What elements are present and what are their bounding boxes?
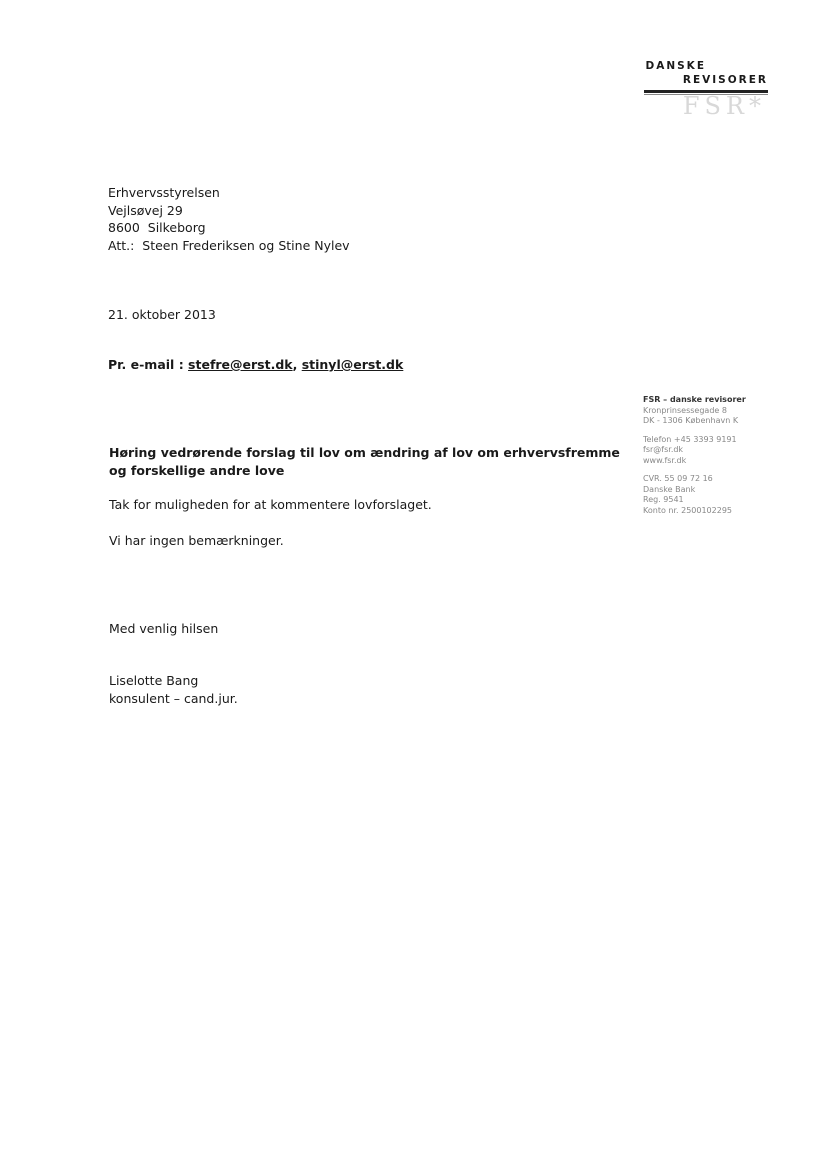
sidebar-web: www.fsr.dk	[643, 455, 687, 465]
logo-fsr-mark: FSR*	[682, 92, 766, 120]
email-line	[108, 356, 403, 374]
recipient-address	[108, 184, 350, 254]
email-link-stinyl[interactable]: stinyl@erst.dk	[301, 357, 404, 372]
closing-salutation: Med venlig hilsen	[109, 621, 219, 636]
sidebar-bank: Danske Bank	[643, 484, 696, 494]
recipient-line-1: Erhvervsstyrelsen	[108, 185, 220, 200]
email-prefix: Pr. e-mail :	[108, 357, 189, 372]
email-link-stefre[interactable]: stefre@erst.dk	[188, 357, 293, 372]
sidebar-cvr: CVR. 55 09 72 16	[643, 474, 713, 483]
fsr-logo	[636, 58, 776, 124]
sidebar-address-2: DK - 1306 København K	[643, 416, 739, 425]
body-paragraph-1: Tak for muligheden for at kommentere lovforslaget.	[109, 497, 432, 512]
recipient-line-2: Vejlsøvej 29	[108, 202, 183, 218]
sidebar-konto: Konto nr. 2500102295	[643, 505, 732, 515]
sidebar-address-1: Kronprinsessegade 8	[643, 405, 727, 415]
sidebar-email: fsr@fsr.dk	[643, 445, 684, 454]
signature-title: konsulent – cand.jur.	[109, 690, 238, 706]
subject-line-1: Høring vedrørende forslag til lov om ændring af lov om erhvervsfremme	[109, 445, 620, 460]
sidebar-reg: Reg. 9541	[643, 495, 684, 504]
signature-name: Liselotte Bang	[109, 673, 199, 688]
sidebar-phone: Telefon +45 3393 9191	[643, 434, 737, 444]
recipient-line-3: 8600 Silkeborg	[108, 220, 206, 235]
sidebar-org: FSR – danske revisorer	[643, 395, 746, 404]
recipient-line-4: Att.: Steen Frederiksen og Stine Nylev	[108, 237, 350, 253]
letter-date: 21. oktober 2013	[108, 307, 216, 322]
logo-text-revisorer: REVISORER	[682, 74, 768, 86]
sender-info-sidebar	[643, 395, 773, 516]
email-separator: ,	[292, 357, 302, 372]
logo-text-danske: DANSKE	[645, 60, 706, 72]
subject-line-2: og forskellige andre love	[109, 462, 285, 478]
signature-block	[109, 672, 238, 707]
letter-subject	[109, 444, 629, 479]
body-paragraph-2: Vi har ingen bemærkninger.	[109, 533, 284, 548]
